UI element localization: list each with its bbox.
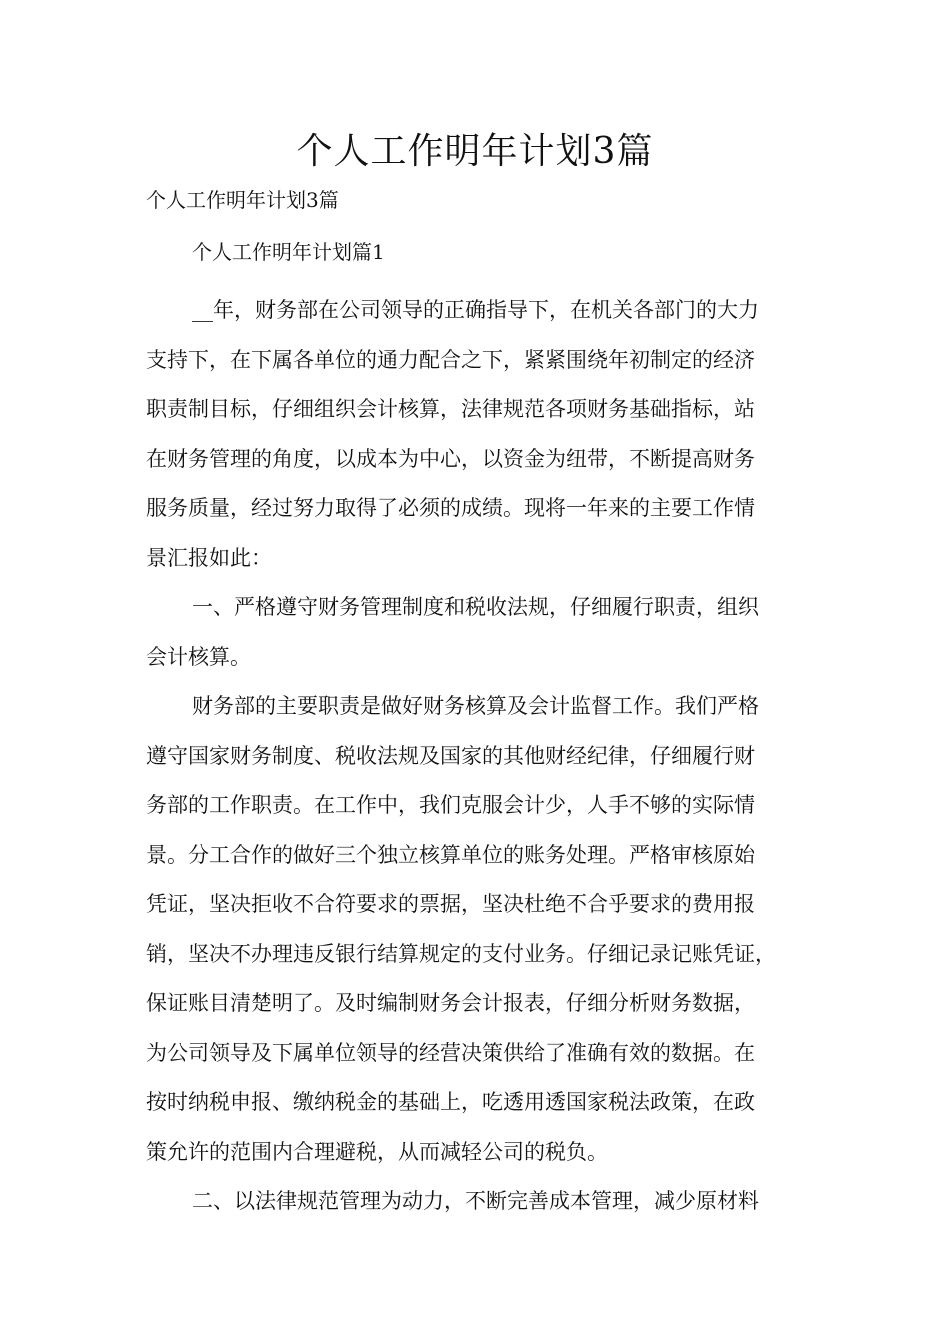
paragraph-line: 在财务管理的角度，以成本为中心，以资金为纽带，不断提高财务 xyxy=(146,446,755,471)
paragraph-line: 策允许的范围内合理避税，从而减轻公司的税负。 xyxy=(146,1139,608,1164)
paragraph-line: 一、严格遵守财务管理制度和税收法规，仔细履行职责，组织 xyxy=(192,595,759,619)
document-title: 个人工作明年计划3篇 xyxy=(296,131,654,172)
paragraph-line: 支持下，在下属各单位的通力配合之下，紧紧围绕年初制定的经济 xyxy=(146,347,755,372)
document-subtitle: 个人工作明年计划3篇 xyxy=(146,188,339,212)
paragraph-line: 遵守国家财务制度、税收法规及国家的其他财经纪律，仔细履行财 xyxy=(146,743,755,768)
paragraph-4 xyxy=(146,1177,826,1227)
paragraph-1 xyxy=(146,286,826,583)
paragraph-line: __年，财务部在公司领导的正确指导下，在机关各部门的大力 xyxy=(192,298,759,322)
paragraph-line: 财务部的主要职责是做好财务核算及会计监督工作。我们严格 xyxy=(192,694,759,718)
paragraph-line: 按时纳税申报、缴纳税金的基础上，吃透用透国家税法政策，在政 xyxy=(146,1090,755,1114)
document-body xyxy=(146,286,826,1227)
section-heading: 个人工作明年计划篇1 xyxy=(192,240,385,264)
paragraph-line: 务部的工作职责。在工作中，我们克服会计少，人手不够的实际情 xyxy=(146,793,755,817)
paragraph-line: 为公司领导及下属单位领导的经营决策供给了准确有效的数据。在 xyxy=(146,1040,755,1065)
paragraph-line: 销，坚决不办理违反银行结算规定的支付业务。仔细记录记账凭证， xyxy=(146,941,776,966)
paragraph-line: 二、以法律规范管理为动力，不断完善成本管理，减少原材料 xyxy=(192,1189,759,1213)
paragraph-3 xyxy=(146,682,826,1177)
paragraph-2 xyxy=(146,583,826,682)
paragraph-line: 服务质量，经过努力取得了必须的成绩。现将一年来的主要工作情 xyxy=(146,496,755,520)
paragraph-line: 景汇报如此： xyxy=(146,545,272,570)
paragraph-line: 会计核算。 xyxy=(146,644,251,669)
paragraph-line: 职责制目标，仔细组织会计核算，法律规范各项财务基础指标，站 xyxy=(146,397,755,421)
paragraph-line: 保证账目清楚明了。及时编制财务会计报表，仔细分析财务数据， xyxy=(146,991,755,1015)
paragraph-line: 景。分工合作的做好三个独立核算单位的账务处理。严格审核原始 xyxy=(146,842,755,867)
paragraph-line: 凭证，坚决拒收不合符要求的票据，坚决杜绝不合乎要求的费用报 xyxy=(146,892,755,916)
